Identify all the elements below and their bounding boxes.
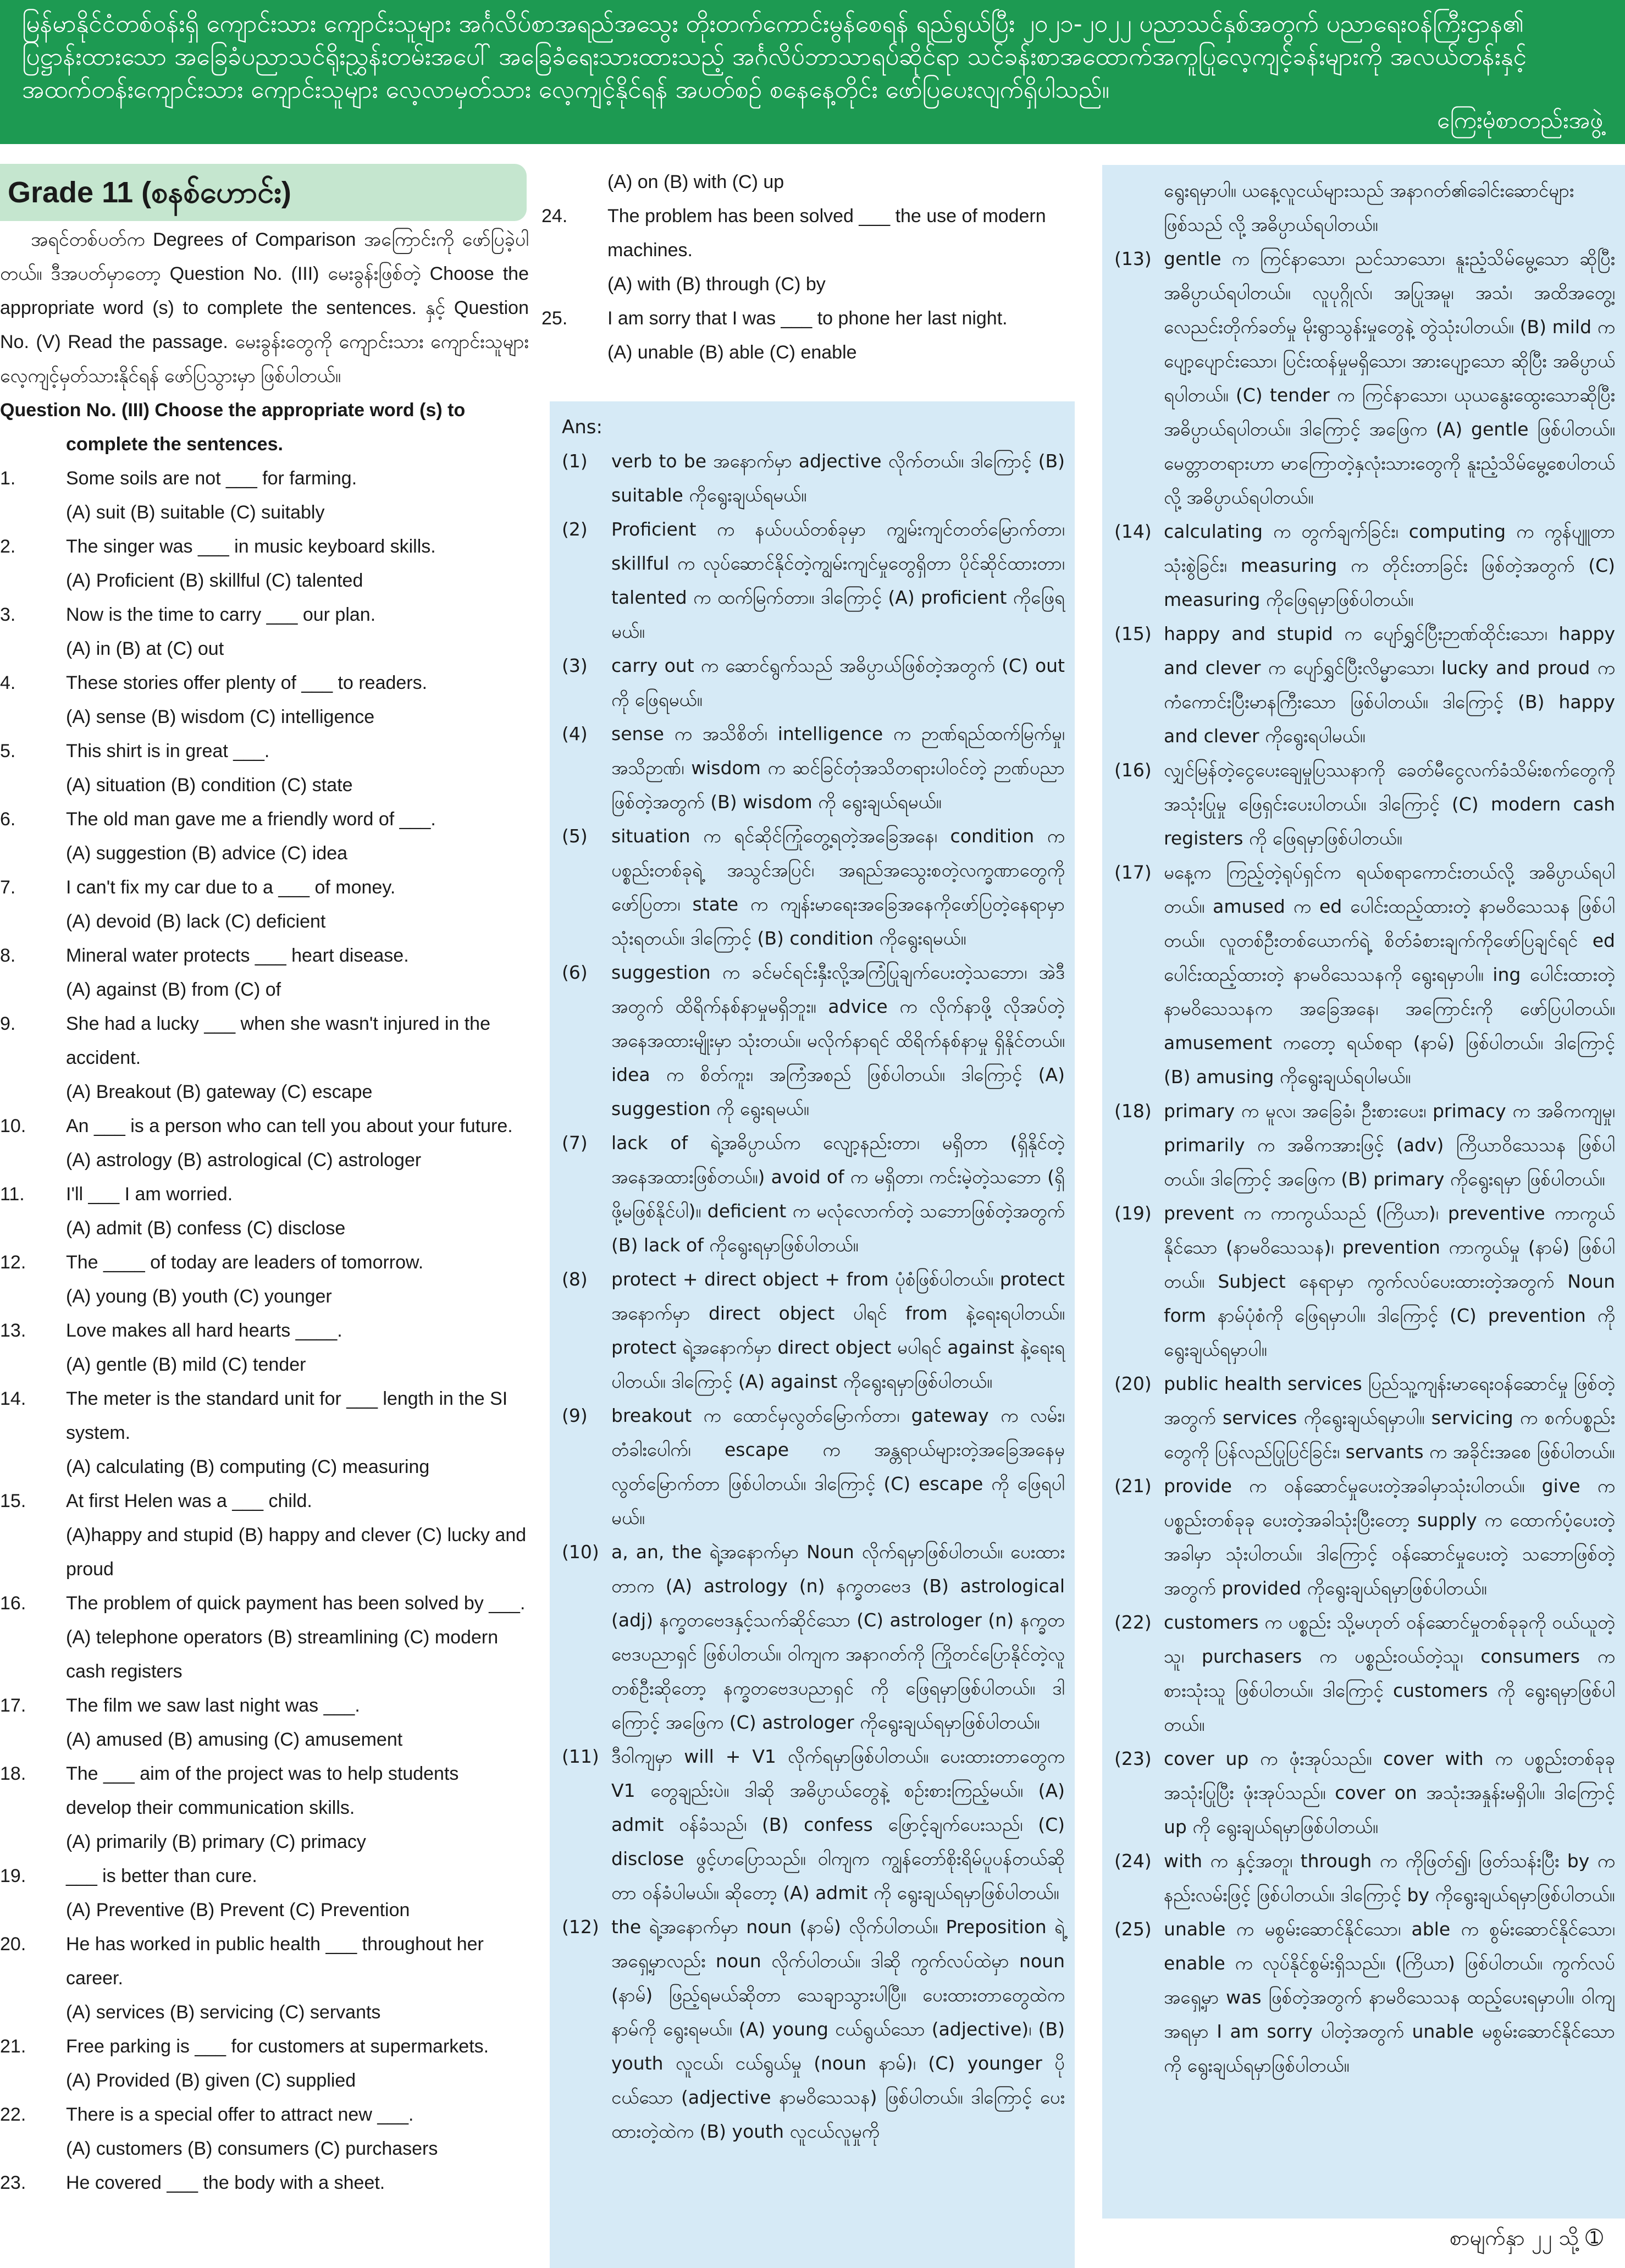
- question-item: [0, 1382, 529, 1484]
- answer-item: [1102, 1469, 1625, 1605]
- question-number: 10.: [0, 1116, 26, 1136]
- answer-item: [1102, 1605, 1625, 1742]
- answer-item: [1102, 1912, 1625, 2083]
- answers-heading: Ans:: [562, 416, 603, 438]
- question-options: (A) suggestion (B) advice (C) idea: [66, 843, 348, 864]
- answer-number: (20): [1114, 1373, 1152, 1394]
- answer-text: ဒီဝါကျမှာ will + V1 လိုက်ရမှာဖြစ်ပါတယ်။ ပေးထားတာတွေက V1 တွေချည်းပဲ။ ဒါဆို အဓိပ္ပာယ်တွေနဲ့ စဉ်းစားကြည့်မယ်။ (A) admit ဝန်ခံသည်၊ (B) confess ဖြောင့်ချက်ပေးသည်၊ (C) disclose ဖွင့်ဟပြောသည်။ ဝါကျက ကျွန်တော်စိုးရိမ်ပူပန်တယ်ဆိုတာ ဝန်ခံပါမယ်။ ဆိုတော့ (A) admit ကို ရွေးချယ်ရမှာဖြစ်ပါတယ်။: [611, 1746, 1065, 1903]
- answer-text: with က နှင့်အတူ၊ through က ကိုဖြတ်၍၊ ဖြတ်သန်းပြီး by က နည်းလမ်းဖြင့် ဖြစ်ပါတယ်။ ဒါကြောင့် by ကိုရွေးချယ်ရမှာဖြစ်ပါတယ်။: [1164, 1850, 1615, 1906]
- answer-text: situation က ရင်ဆိုင်ကြုံတွေ့ရတဲ့အခြေအနေ၊ condition က ပစ္စည်းတစ်ခုရဲ့ အသွင်အပြင်၊ အရည်အသွေးစတဲ့လက္ခဏာတွေကို ဖော်ပြတာ၊ state က ကျန်းမာရေးအခြေအနေကိုဖော်ပြတဲ့နေရာမှာ သုံးရတယ်။ ဒါကြောင့် (B) condition ကိုရွေးရမယ်။: [611, 825, 1065, 949]
- answer-number: (12): [562, 1916, 599, 1938]
- answer-item: [550, 1399, 1075, 1535]
- question-options: (A) in (B) at (C) out: [66, 638, 224, 659]
- answer-text: suggestion က ခင်မင်ရင်းနှီးလို့အကြံပြုချက်ပေးတဲ့သဘော၊ အဲဒီအတွက် ထိရိက်နစ်နာမှုမရှိဘူး။ advice က လိုက်နာဖို့ လိုအပ်တဲ့အနေအထားမျိုးမှာ သုံးတယ်။ မလိုက်နာရင် ထိရိက်နစ်နာမှု ရှိနိုင်တယ်။ idea က စိတ်ကူး၊ အကြံအစည် ဖြစ်ပါတယ်။ ဒါကြောင့် (A) suggestion ကို ရွေးရမယ်။: [611, 962, 1065, 1119]
- answer-number: (23): [1114, 1748, 1152, 1769]
- answer-text: primary က မူလ၊ အခြေခံ၊ ဦးစားပေး၊ primacy က အဓိကကျမှု၊ primarily က အဓိကအားဖြင့် (adv) ကြိယာဝိသေသန ဖြစ်ပါတယ်။ ဒါကြောင့် အဖြေက (B) primary ကိုရွေးရမှာ ဖြစ်ပါတယ်။: [1164, 1100, 1615, 1190]
- question-options: (A) Provided (B) given (C) supplied: [66, 2070, 356, 2091]
- question-text: Some soils are not ___ for farming.: [66, 468, 357, 489]
- question-number: 4.: [0, 672, 16, 693]
- answer-text: Proficient က နယ်ပယ်တစ်ခုမှာ ကျွမ်းကျင်တတ်မြောက်တာ၊ skillful က လုပ်ဆောင်နိုင်တဲ့ကျွမ်းကျင်မှုတွေရှိတာ ပိုင်ဆိုင်ထားတာ၊ talented က ထက်မြက်တာ။ ဒါကြောင့် (A) proficient ကိုဖြေရမယ်။: [611, 518, 1065, 642]
- question-item: [0, 1109, 529, 1177]
- answer-number: (1): [562, 450, 588, 472]
- answer-number: (18): [1114, 1100, 1152, 1122]
- answer-item: [550, 1126, 1075, 1262]
- question-text: The problem has been solved ___ the use of modern machines.: [607, 206, 1046, 261]
- answer-number: (16): [1114, 759, 1152, 781]
- intro-paragraph: အရင်တစ်ပတ်က Degrees of Comparison အကြောင်းကို ဖော်ပြခဲ့ပါတယ်။ ဒီအပတ်မှာတော့ Question No. (III) မေးခွန်းဖြစ်တဲ့ Choose the appropriate word (s) to complete the sentences. နှင့် Question No. (V) Read the passage. မေးခွန်းတွေကို ကျောင်းသား ကျောင်းသူများ လေ့ကျင့်မှတ်သားနိုင်ရန် ဖော်ပြသွားမှာ ဖြစ်ပါတယ်။: [0, 229, 529, 387]
- answer-item: [550, 1535, 1075, 1740]
- question-options: (A) against (B) from (C) of: [66, 979, 281, 1000]
- header-banner: [0, 0, 1625, 144]
- banner-credit: ကြေးမုံစာတည်းအဖွဲ့: [1436, 107, 1603, 134]
- question-text: She had a lucky ___ when she wasn't injured in the accident.: [66, 1013, 490, 1068]
- answer-item: [1102, 1844, 1625, 1912]
- question-item-24: [541, 199, 1077, 301]
- banner-line-1: မြန်မာနိုင်ငံတစ်ဝန်းရှိ ကျောင်းသား ကျောင်းသူများ အင်္ဂလိပ်စာအရည်အသွေး တိုးတက်ကောင်းမွန်စေရန် ရည်ရွယ်ပြီး ၂၀၂၁-၂၀၂၂ ပညာသင်နှစ်အတွက် ပညာရေးဝန်ကြီးဌာန၏: [22, 10, 1524, 38]
- question-number: 18.: [0, 1763, 26, 1784]
- question-item: [0, 939, 529, 1007]
- answer-list: [550, 444, 1075, 2149]
- question-number: 15.: [0, 1491, 26, 1511]
- answer-text: မနေ့က ကြည့်တဲ့ရုပ်ရှင်က ရယ်စရာကောင်းတယ်လို့ အဓိပ္ပာယ်ရပါတယ်။ amused က ed ပေါင်းထည့်ထားတဲ့ နာမဝိသေသန ဖြစ်ပါတယ်။ လူတစ်ဦးတစ်ယောက်ရဲ့ စိတ်ခံစားချက်ကိုဖော်ပြချင်ရင် ed ပေါင်းထည့်ထားတဲ့ နာမဝိသေသနကို ရွေးရမှာပါ။ ing ပေါင်းထားတဲ့ နာမဝိသေသနက အခြေအနေ၊ အကြောင်းကို ဖော်ပြပါတယ်။ amusement ကတော့ ရယ်စရာ (နာမ်) ဖြစ်ပါတယ်။ ဒါကြောင့် (B) amusing ကိုရွေးချယ်ရပါမယ်။: [1164, 862, 1615, 1088]
- question-number: 6.: [0, 809, 16, 830]
- question-number: 21.: [0, 2036, 26, 2057]
- answer-number: (7): [562, 1132, 588, 1154]
- answer-number: (14): [1114, 521, 1152, 542]
- question-text: An ___ is a person who can tell you about your future.: [66, 1116, 513, 1136]
- answer-item: [550, 1262, 1075, 1399]
- answer-number: (10): [562, 1541, 599, 1563]
- question-item: [0, 529, 529, 598]
- question-text: Free parking is ___ for customers at supermarkets.: [66, 2036, 489, 2057]
- question-item: [0, 802, 529, 870]
- answer-number: (21): [1114, 1475, 1152, 1497]
- question-text: Mineral water protects ___ heart disease.: [66, 945, 409, 966]
- answer-item: [550, 444, 1075, 512]
- question-text: I am sorry that I was ___ to phone her last night.: [607, 308, 1008, 329]
- answer-item: [550, 1740, 1075, 1910]
- answer-text: လျှင်မြန်တဲ့ငွေပေးချေမှုပြဿနာကို ခေတ်မီငွေလက်ခံသိမ်းစက်တွေကို အသုံးပြုမှု ဖြေရှင်းပေးပါတယ်။ ဒါကြောင့် (C) modern cash registers ကို ဖြေရမှာဖြစ်ပါတယ်။: [1164, 759, 1615, 849]
- answer-text: verb to be အနောက်မှာ adjective လိုက်တယ်။ ဒါကြောင့် (B) suitable ကိုရွေးချယ်ရမယ်။: [611, 450, 1065, 506]
- answer-text: cover up က ဖုံးအုပ်သည်။ cover with က ပစ္စည်းတစ်ခုခု အသုံးပြုပြီး ဖုံးအုပ်သည်။ cover on အသုံးအနှုန်းမရှိပါ။ ဒါကြောင့် up ကို ရွေးချယ်ရမှာဖြစ်ပါတယ်။: [1164, 1748, 1615, 1837]
- question-item: [0, 2029, 529, 2098]
- question-text: This shirt is in great ___.: [66, 741, 270, 761]
- question-options: (A) on (B) with (C) up: [607, 172, 784, 192]
- question-text: There is a special offer to attract new ___.: [66, 2104, 414, 2125]
- answer-continuation: ရွေးရမှာပါ။ ယနေ့လူငယ်များသည် အနာဂတ်၏ခေါင်းဆောင်များဖြစ်သည် လို့ အဓိပ္ပာယ်ရပါတယ်။: [1164, 180, 1574, 235]
- question-text: The ___ aim of the project was to help students develop their communication skills.: [66, 1763, 459, 1818]
- answer-item: [1102, 856, 1625, 1094]
- question-text: I can't fix my car due to a ___ of money.: [66, 877, 396, 898]
- answer-number: (19): [1114, 1202, 1152, 1224]
- question-options: (A) young (B) youth (C) younger: [66, 1286, 332, 1307]
- answer-item: [1102, 1196, 1625, 1367]
- question-options: (A) calculating (B) computing (C) measuring: [66, 1456, 430, 1477]
- answer-text: a, an, the ရဲ့အနောက်မှာ Noun လိုက်ရမှာဖြစ်ပါတယ်။ ပေးထားတာက (A) astrology (n) နက္ခတဗေဒ (B) astrological (adj) နက္ခတဗေဒနှင့်သက်ဆိုင်သော (C) astrologer (n) နက္ခတဗေဒပညာရှင် ဖြစ်ပါတယ်။ ဝါကျက အနာဂတ်ကို ကြိုတင်ပြောနိုင်တဲ့လူတစ်ဦးဆိုတော့ နက္ခတဗေဒပညာရှင် ကို ဖြေရမှာဖြစ်ပါတယ်။ ဒါကြောင့် အဖြေက (C) astrologer ကိုရွေးချယ်ရမှာဖြစ်ပါတယ်။: [611, 1541, 1065, 1733]
- question-text: At first Helen was a ___ child.: [66, 1491, 312, 1511]
- question-number: 24.: [541, 206, 568, 227]
- answer-text: the ရဲ့အနောက်မှာ noun (နာမ်) လိုက်ပါတယ်။ Preposition ရဲ့အရှေ့မှာလည်း noun လိုက်ပါတယ်။ ဒါဆို ကွက်လပ်ထဲမှာ noun (နာမ်) ဖြည့်ရမယ်ဆိုတာ သေချာသွားပါပြီ။ ပေးထားတာတွေထဲက နာမ်ကို ရွေးရမယ်။ (A) young ငယ်ရွယ်သော (adjective)၊ (B) youth လူငယ်၊ ငယ်ရွယ်မှု (noun နာမ်)၊ (C) younger ပိုငယ်သော (adjective နာမဝိသေသန) ဖြစ်ပါတယ်။ ဒါကြောင့် ပေးထားတဲ့ထဲက (B) youth လူငယ်လူမှုကို: [611, 1916, 1065, 2142]
- question-item: [0, 1586, 529, 1688]
- question-options: (A) with (B) through (C) by: [607, 274, 826, 295]
- question-number: 5.: [0, 741, 16, 761]
- question-item-25: [541, 301, 1077, 369]
- question-options: (A) amused (B) amusing (C) amusement: [66, 1729, 403, 1750]
- question-number: 12.: [0, 1252, 26, 1273]
- question-heading: Question No. (III) Choose the appropriate word (s) to complete the sentences.: [0, 400, 466, 455]
- questions-column-2: [541, 165, 1077, 369]
- answer-item: [1102, 515, 1625, 617]
- question-item: [0, 598, 529, 666]
- answer-number: (24): [1114, 1850, 1152, 1872]
- answer-item: [1102, 753, 1625, 856]
- question-number: 14.: [0, 1388, 26, 1409]
- question-text: Now is the time to carry ___ our plan.: [66, 604, 376, 625]
- question-number: 19.: [0, 1866, 26, 1886]
- question-options: (A) sense (B) wisdom (C) intelligence: [66, 707, 375, 727]
- question-number: 11.: [0, 1184, 25, 1205]
- answer-text: provide က ဝန်ဆောင်မှုပေးတဲ့အခါမှာသုံးပါတယ်။ give က ပစ္စည်းတစ်ခုခု ပေးတဲ့အခါသုံးပြီးတော့ supply က ထောက်ပံ့ပေးတဲ့အခါမှာ သုံးပါတယ်။ ဒါကြောင့် ဝန်ဆောင်မှုပေးတဲ့ သဘောဖြစ်တဲ့အတွက် provided ကိုရွေးချယ်ရမှာဖြစ်ပါတယ်။: [1164, 1475, 1615, 1599]
- answer-number: (13): [1114, 248, 1152, 269]
- question-text: He has worked in public health ___ throughout her career.: [66, 1934, 484, 1989]
- question-item: [0, 2166, 529, 2200]
- question-number: 22.: [0, 2104, 26, 2125]
- answer-number: (2): [562, 518, 588, 540]
- question-number: 1.: [0, 468, 16, 489]
- answer-text: unable က မစွမ်းဆောင်နိုင်သော၊ able က စွမ်းဆောင်နိုင်သော၊ enable က လုပ်နိုင်စွမ်းရှိသည်။ (ကြိယာ) ဖြစ်ပါတယ်။ ကွက်လပ်အရှေ့မှာ was ဖြစ်တဲ့အတွက် နာမဝိသေသန ထည့်ပေးရမှာပါ။ ဝါကျအရမှာ I am sorry ပါတဲ့အတွက် unable မစွမ်းဆောင်နိုင်သောကို ရွေးချယ်ရမှာဖြစ်ပါတယ်။: [1164, 1918, 1615, 2076]
- question-text: The meter is the standard unit for ___ length in the SI system.: [66, 1388, 508, 1443]
- question-options: (A) Breakout (B) gateway (C) escape: [66, 1081, 373, 1102]
- question-text: ___ is better than cure.: [66, 1866, 257, 1886]
- question-number: 13.: [0, 1320, 26, 1341]
- question-number: 23.: [0, 2172, 26, 2193]
- answer-text: happy and stupid က ပျော်ရွှင်ပြီးဉာဏ်ထိုင်းသော၊ happy and clever က ပျော်ရွှင်ပြီးလိမ္မာသော၊ lucky and proud က ကံကောင်းပြီးမာနကြီးသော ဖြစ်ပါတယ်။ ဒါကြောင့် (B) happy and clever ကိုရွေးရပါမယ်။: [1164, 623, 1615, 747]
- answer-text: calculating က တွက်ချက်ခြင်း၊ computing က ကွန်ပျူတာ သုံးစွဲခြင်း၊ measuring က တိုင်းတာခြင်း ဖြစ်တဲ့အတွက် (C) measuring ကိုဖြေရမှာဖြစ်ပါတယ်။: [1164, 521, 1615, 610]
- banner-line-2: ပြဋ္ဌာန်းထားသော အခြေခံပညာသင်ရိုးညွှန်းတမ်းအပေါ် အခြေခံရေးသားထားသည့် အင်္ဂလိပ်ဘာသာရပ်ဆိုင်ရာ သင်ခန်းစာအထောက်အကူပြုလေ့ကျင့်ခန်းများကို အလယ်တန်းနှင့်: [22, 43, 1527, 71]
- question-list: [0, 461, 529, 2200]
- answer-text: gentle က ကြင်နာသော၊ ညင်သာသော၊ နူးညံ့သိမ်မွေ့သော ဆိုပြီး အဓိပ္ပာယ်ရပါတယ်။ လူပုဂ္ဂိုလ်၊ အပြုအမူ၊ အသံ၊ အထိအတွေ့၊ လေညင်းတိုက်ခတ်မှု မိုးရွာသွန်းမှုတွေနဲ့ တွဲသုံးပါတယ်။ (B) mild က ပျော့ပျောင်းသော၊ ပြင်းထန်မှုမရှိသော၊ အားပျော့သော ဆိုပြီး အဓိပ္ပာယ်ရပါတယ်။ (C) tender က ကြင်နာသော၊ ယုယနွေးထွေးသောဆိုပြီး အဓိပ္ပာယ်ရပါတယ်။ ဒါကြောင့် အဖြေက (A) gentle ဖြစ်ပါတယ်။ မေတ္တာတရားဟာ မာကြောတဲ့နှလုံးသားတွေကို နူးညံ့သိမ်မွေ့စေပါတယ် လို့ အဓိပ္ပာယ်ရပါတယ်။: [1164, 248, 1615, 508]
- question-text: The ____ of today are leaders of tomorrow.: [66, 1252, 424, 1273]
- question-item: [0, 666, 529, 734]
- answer-number: (5): [562, 825, 588, 847]
- question-item: [0, 1859, 529, 1927]
- question-options: (A) unable (B) able (C) enable: [607, 342, 857, 363]
- question-options: (A)happy and stupid (B) happy and clever (C) lucky and proud: [66, 1525, 527, 1580]
- question-item: [0, 1177, 529, 1245]
- question-item: [0, 1007, 529, 1109]
- answer-number: (3): [562, 655, 588, 676]
- answer-text: breakout က ထောင်မှလွတ်မြောက်တာ၊ gateway က လမ်း၊ တံခါးပေါက်၊ escape က အန္တရာယ်များတဲ့အခြေအနေမှ လွတ်မြောက်တာ ဖြစ်ပါတယ်။ ဒါကြောင့် (C) escape ကို ဖြေရပါမယ်။: [611, 1405, 1065, 1528]
- question-number: 25.: [541, 308, 568, 329]
- grade-heading: Grade 11 (စနစ်ဟောင်း): [0, 164, 527, 221]
- question-text: The singer was ___ in music keyboard skills.: [66, 536, 436, 557]
- answer-number: (9): [562, 1405, 588, 1426]
- answer-number: (15): [1114, 623, 1152, 644]
- question-item: [0, 734, 529, 802]
- question-item: [0, 1245, 529, 1314]
- question-number: 3.: [0, 604, 16, 625]
- question-number: 7.: [0, 877, 16, 898]
- question-number: 16.: [0, 1593, 26, 1614]
- question-item: [0, 870, 529, 939]
- answer-item: [550, 956, 1075, 1126]
- question-options: (A) gentle (B) mild (C) tender: [66, 1354, 306, 1375]
- question-number: 2.: [0, 536, 16, 557]
- answer-item: [1102, 1742, 1625, 1844]
- answer-item: [550, 1910, 1075, 2149]
- answer-item: [550, 512, 1075, 649]
- answer-number: (25): [1114, 1918, 1152, 1940]
- question-item: [0, 1757, 529, 1859]
- question-item: [0, 1927, 529, 2029]
- question-item: [0, 2098, 529, 2166]
- answer-item: [1102, 617, 1625, 753]
- question-number: 9.: [0, 1013, 16, 1034]
- answers-panel-2: [1102, 165, 1625, 2219]
- answer-item: [550, 819, 1075, 956]
- banner-line-3: အထက်တန်းကျောင်းသား ကျောင်းသူများ လေ့လာမှတ်သား လေ့ကျင့်နိုင်ရန် အပတ်စဉ် စနေနေ့တိုင်း ဖော်ပြပေးလျက်ရှိပါသည်။: [22, 76, 1109, 104]
- question-options: (A) suit (B) suitable (C) suitably: [66, 502, 325, 523]
- answer-item: [1102, 1094, 1625, 1196]
- question-item: [0, 1484, 529, 1586]
- answer-item: [1102, 242, 1625, 515]
- question-options: (A) devoid (B) lack (C) deficient: [66, 911, 326, 932]
- question-text: He covered ___ the body with a sheet.: [66, 2172, 385, 2193]
- answer-number: (8): [562, 1268, 588, 1290]
- answer-text: public health services ပြည်သူ့ကျန်းမာရေးဝန်ဆောင်မှု ဖြစ်တဲ့အတွက် services ကိုရွေးချယ်ရမှာပါ။ servicing က စက်ပစ္စည်းတွေကို ပြန်လည်ပြုပြင်ခြင်း၊ servants က အခိုင်းအစေ ဖြစ်ပါတယ်။: [1164, 1373, 1615, 1463]
- question-options: (A) customers (B) consumers (C) purchasers: [66, 2138, 438, 2159]
- page-continuation-note: စာမျက်နှာ ၂၂ သို့ ➀: [1449, 2226, 1603, 2250]
- answer-item: [1102, 1367, 1625, 1469]
- question-item: [0, 1314, 529, 1382]
- answer-text: prevent က ကာကွယ်သည် (ကြိယာ)၊ preventive ကာကွယ်နိုင်သော (နာမဝိသေသန)၊ prevention ကာကွယ်မှု (နာမ်) ဖြစ်ပါတယ်။ Subject နေရာမှာ ကွက်လပ်ပေးထားတဲ့အတွက် Noun form နာမ်ပုံစံကို ဖြေရမှာပါ။ ဒါကြောင့် (C) prevention ကို ရွေးချယ်ရမှာပါ။: [1164, 1202, 1615, 1360]
- answer-item: [550, 649, 1075, 717]
- answer-item: [550, 717, 1075, 819]
- question-number: 8.: [0, 945, 16, 966]
- question-options: (A) telephone operators (B) streamlining (C) modern cash registers: [66, 1627, 499, 1682]
- answer-list: [1102, 242, 1625, 2083]
- question-options: (A) Proficient (B) skillful (C) talented: [66, 570, 363, 591]
- answer-text: carry out က ဆောင်ရွက်သည် အဓိပ္ပာယ်ဖြစ်တဲ့အတွက် (C) out ကို ဖြေရမယ်။: [611, 655, 1065, 710]
- answers-panel-1: [550, 401, 1075, 2268]
- question-text: I'll ___ I am worried.: [66, 1184, 233, 1205]
- answer-number: (6): [562, 962, 588, 983]
- question-item: [0, 461, 529, 529]
- answer-text: protect + direct object + from ပုံစံဖြစ်ပါတယ်။ protect အနောက်မှာ direct object ပါရင် from နဲ့ရေးရပါတယ်။ protect ရဲ့အနောက်မှာ direct object မပါရင် against နဲ့ရေးရပါတယ်။ ဒါကြောင့် (A) against ကိုရွေးရမှာဖြစ်ပါတယ်။: [611, 1268, 1065, 1392]
- question-options: (A) admit (B) confess (C) disclose: [66, 1218, 346, 1239]
- question-number: 20.: [0, 1934, 26, 1955]
- question-options: (A) services (B) servicing (C) servants: [66, 2002, 381, 2023]
- answer-text: customers က ပစ္စည်း သို့မဟုတ် ဝန်ဆောင်မှုတစ်ခုခုကို ဝယ်ယူတဲ့သူ၊ purchasers က ပစ္စည်းဝယ်တဲ့သူ၊ consumers က စားသုံးသူ ဖြစ်ပါတယ်။ ဒါကြောင့် customers ကို ရွေးရမှာဖြစ်ပါတယ်။: [1164, 1612, 1615, 1735]
- answer-number: (4): [562, 723, 588, 744]
- question-item-23-options: [541, 165, 1077, 199]
- answer-number: (22): [1114, 1612, 1152, 1633]
- answer-number: (17): [1114, 862, 1152, 883]
- question-options: (A) primarily (B) primary (C) primacy: [66, 1831, 366, 1852]
- question-number: 17.: [0, 1695, 26, 1716]
- question-text: The old man gave me a friendly word of ___.: [66, 809, 436, 830]
- question-item: [0, 1688, 529, 1757]
- question-options: (A) astrology (B) astrological (C) astrologer: [66, 1150, 422, 1171]
- question-text: The problem of quick payment has been solved by ___.: [66, 1593, 526, 1614]
- answer-text: sense က အသိစိတ်၊ intelligence က ဉာဏ်ရည်ထက်မြက်မှု၊ အသိဉာဏ်၊ wisdom က ဆင်ခြင်တုံအသိတရားပါဝင်တဲ့ ဉာဏ်ပညာဖြစ်တဲ့အတွက် (B) wisdom ကို ရွေးချယ်ရမယ်။: [611, 723, 1065, 813]
- question-text: These stories offer plenty of ___ to readers.: [66, 672, 428, 693]
- question-options: (A) situation (B) condition (C) state: [66, 775, 353, 796]
- question-text: The film we saw last night was ___.: [66, 1695, 360, 1716]
- answer-text: lack of ရဲ့အဓိပ္ပာယ်က လျော့နည်းတာ၊ မရှိတာ (ရှိနိုင်တဲ့ အနေအထားဖြစ်တယ်။) avoid of က မရှိတာ၊ ကင်းမဲ့တဲ့သဘော (ရှိဖို့မဖြစ်နိုင်ပါ)။ deficient က မလုံလောက်တဲ့ သဘောဖြစ်တဲ့အတွက် (B) lack of ကိုရွေးရမှာဖြစ်ပါတယ်။: [611, 1132, 1065, 1256]
- questions-column-1: [0, 223, 529, 2200]
- question-options: (A) Preventive (B) Prevent (C) Prevention: [66, 1900, 410, 1921]
- answer-number: (11): [562, 1746, 599, 1767]
- question-text: Love makes all hard hearts ____.: [66, 1320, 342, 1341]
